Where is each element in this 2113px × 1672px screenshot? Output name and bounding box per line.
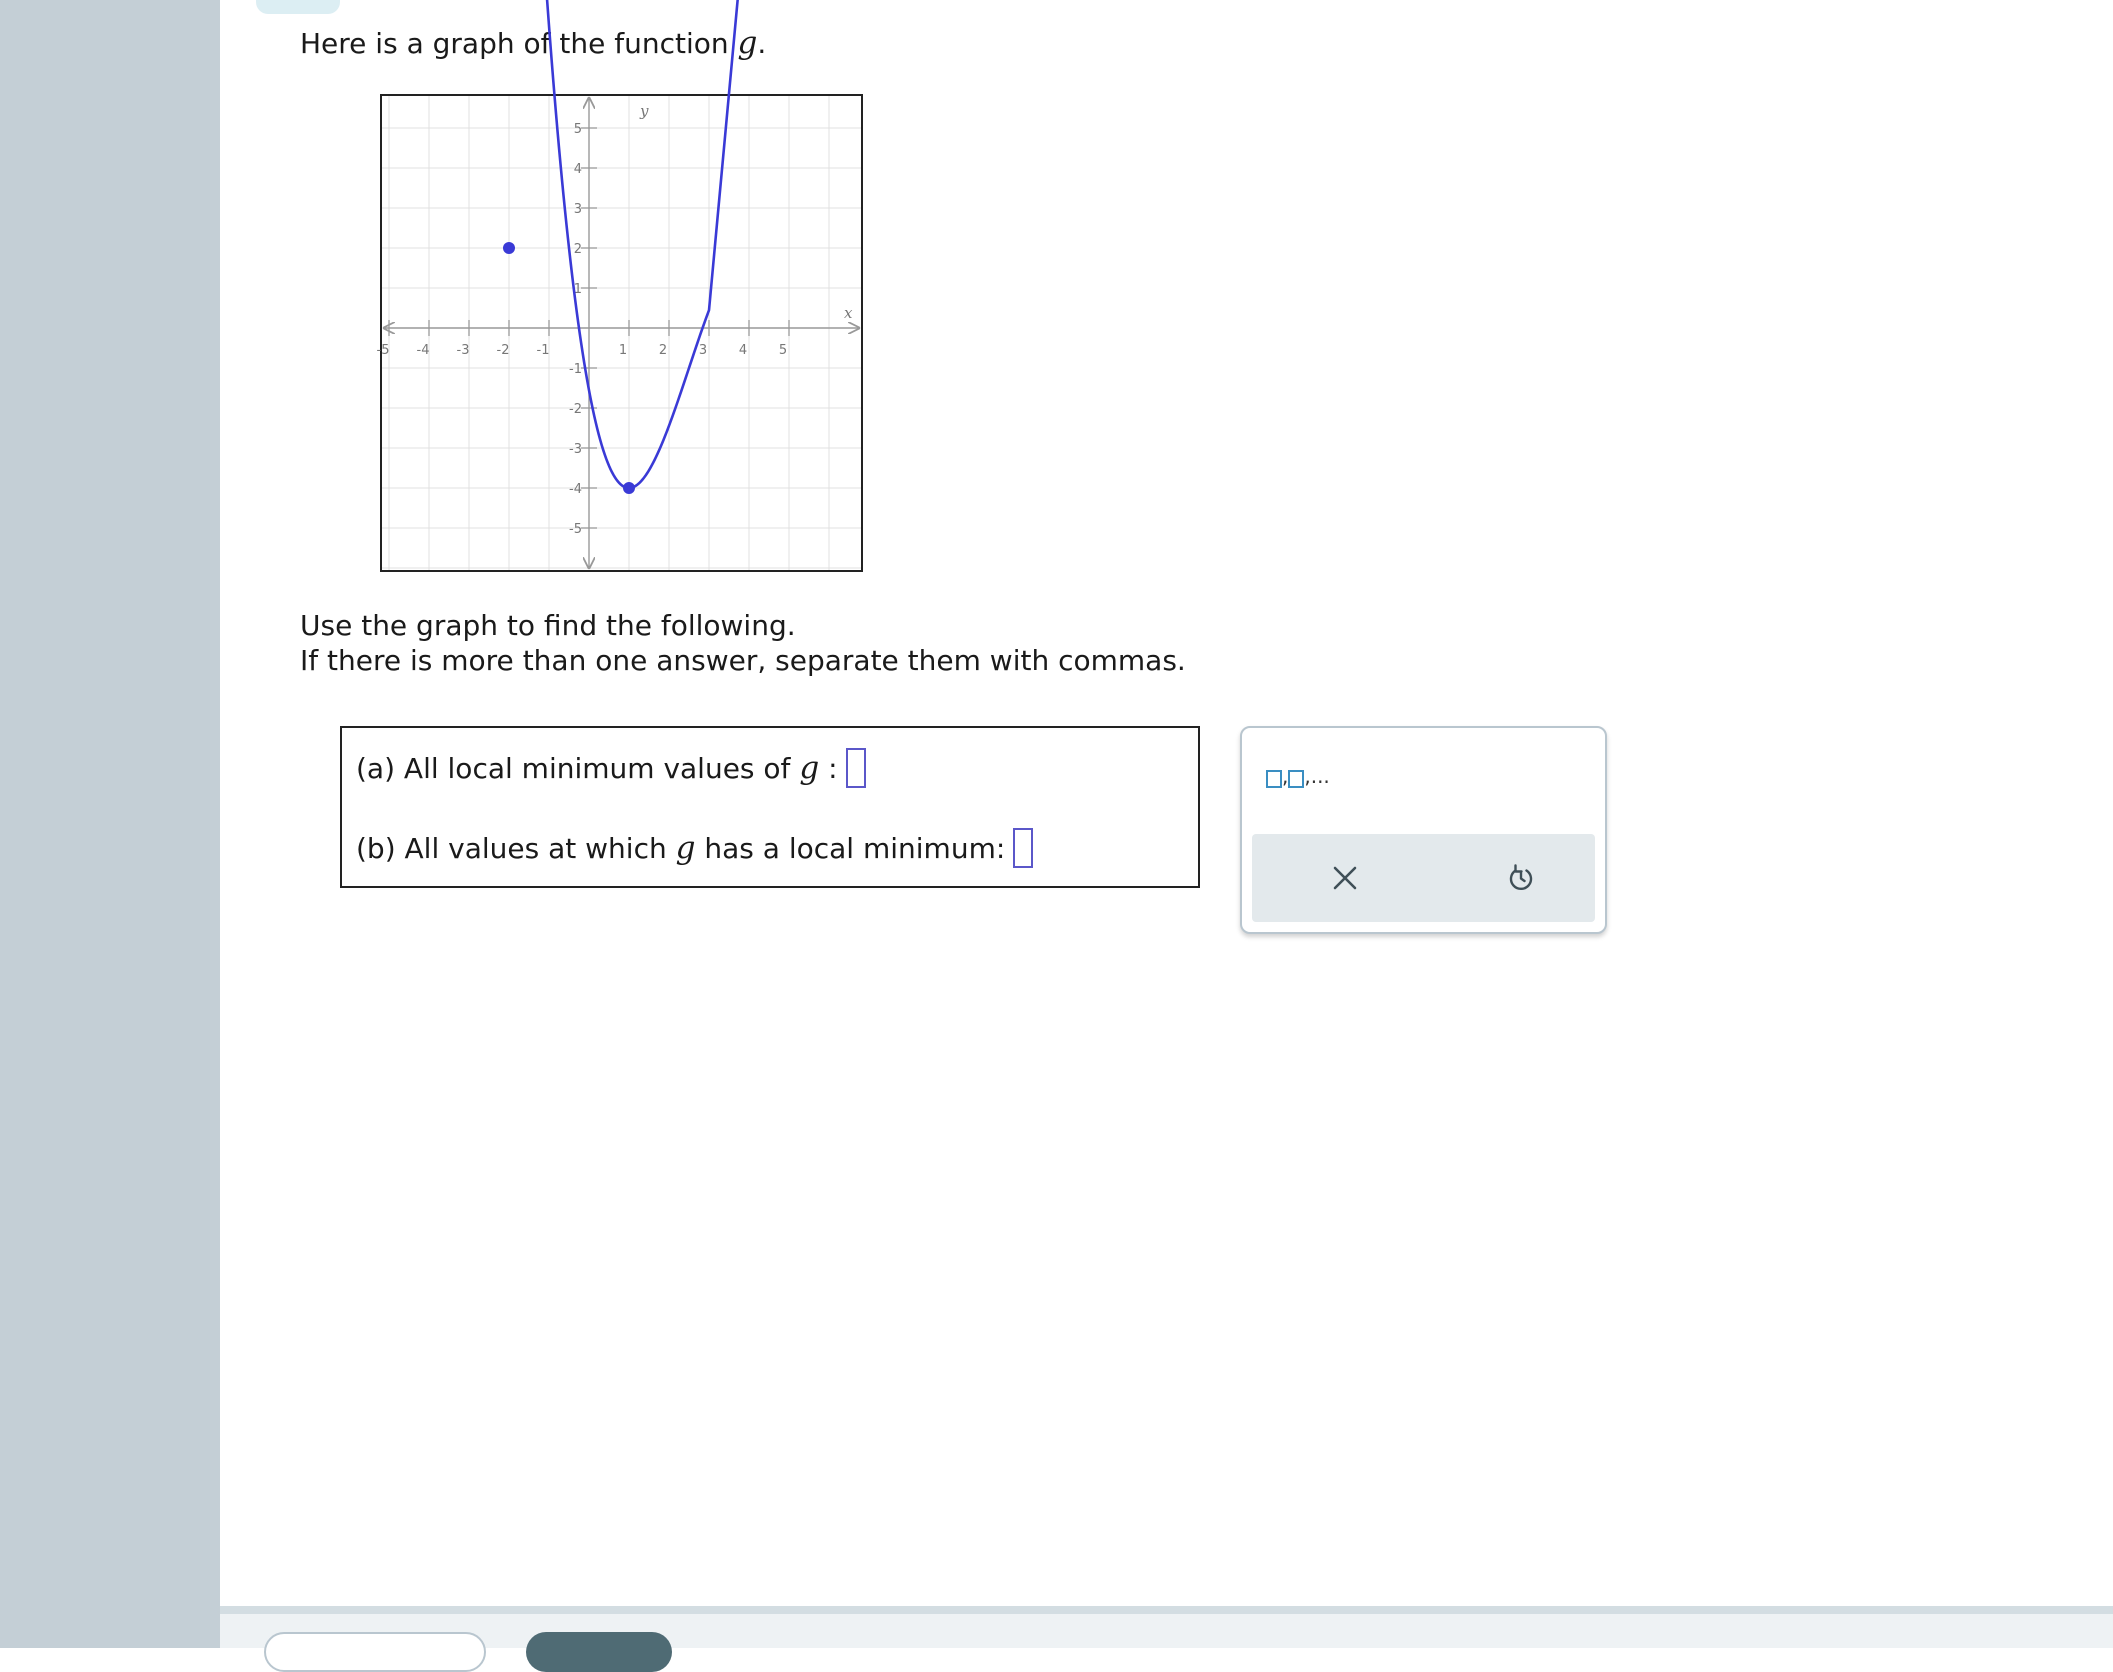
y-tick-label: -1 [569, 362, 582, 377]
function-curve [415, 0, 751, 488]
y-tick-label: 4 [573, 162, 582, 177]
y-tick-label: -2 [569, 402, 582, 417]
secondary-button[interactable] [264, 1632, 486, 1672]
key-point [503, 242, 515, 254]
box-icon [1288, 770, 1304, 788]
part-a [356, 748, 866, 788]
part-b-variable: g [675, 830, 696, 866]
question-intro [300, 25, 766, 61]
y-tick-label: -5 [569, 522, 582, 537]
instruction-line-1: Use the graph to find the following. [300, 609, 796, 642]
x-tick-label: -3 [456, 343, 470, 358]
part-a-label: (a) [356, 751, 396, 785]
bottom-bar [220, 1606, 2113, 1648]
y-tick-label: -4 [569, 482, 582, 497]
y-tick-label: 2 [573, 242, 582, 257]
list-template-button[interactable]: , ,... [1266, 764, 1330, 788]
part-a-variable: g [799, 750, 820, 786]
top-tab[interactable] [256, 0, 340, 14]
part-a-text: All local minimum values of [395, 751, 800, 785]
undo-button[interactable] [1499, 856, 1543, 900]
x-tick-label: -4 [416, 343, 430, 358]
part-a-after: : [819, 751, 838, 785]
y-tick-label: 1 [573, 282, 582, 297]
function-graph [376, 94, 863, 572]
y-tick-label: 3 [573, 202, 582, 217]
undo-icon [1506, 863, 1536, 893]
x-tick-label: -2 [496, 343, 510, 358]
y-tick-label: 5 [573, 122, 582, 137]
x-tick-label: 4 [738, 343, 748, 358]
x-axis-label: x [844, 304, 853, 322]
intro-end: . [757, 27, 767, 60]
panel-actions [1252, 834, 1595, 922]
part-b [356, 828, 1033, 868]
primary-button[interactable] [526, 1632, 672, 1672]
y-axis-label: y [640, 102, 649, 120]
instructions [300, 608, 1186, 678]
graph-svg [376, 96, 861, 570]
function-variable: g [737, 25, 758, 61]
part-b-input[interactable] [1013, 828, 1033, 868]
answer-tools-panel [1240, 726, 1607, 934]
part-a-input[interactable] [846, 748, 866, 788]
clear-button[interactable] [1323, 856, 1367, 900]
list-tool-suffix: ,... [1304, 764, 1330, 788]
part-b-text: All values at which [395, 831, 676, 865]
left-sidebar [0, 0, 220, 1648]
answer-box [340, 726, 1200, 888]
x-tick-label: -5 [376, 343, 390, 358]
close-icon [1330, 863, 1360, 893]
x-tick-label: 3 [698, 343, 708, 358]
x-tick-label: 2 [658, 343, 668, 358]
intro-text: Here is a graph of the function [300, 27, 738, 60]
part-b-label: (b) [356, 831, 396, 865]
instruction-line-2: If there is more than one answer, separate them with commas. [300, 644, 1186, 677]
x-tick-label: -1 [536, 343, 550, 358]
y-tick-label: -3 [569, 442, 582, 457]
x-tick-label: 5 [778, 343, 788, 358]
x-tick-label: 1 [618, 343, 628, 358]
part-b-after: has a local minimum: [695, 831, 1006, 865]
key-point [623, 482, 635, 494]
box-icon [1266, 770, 1282, 788]
